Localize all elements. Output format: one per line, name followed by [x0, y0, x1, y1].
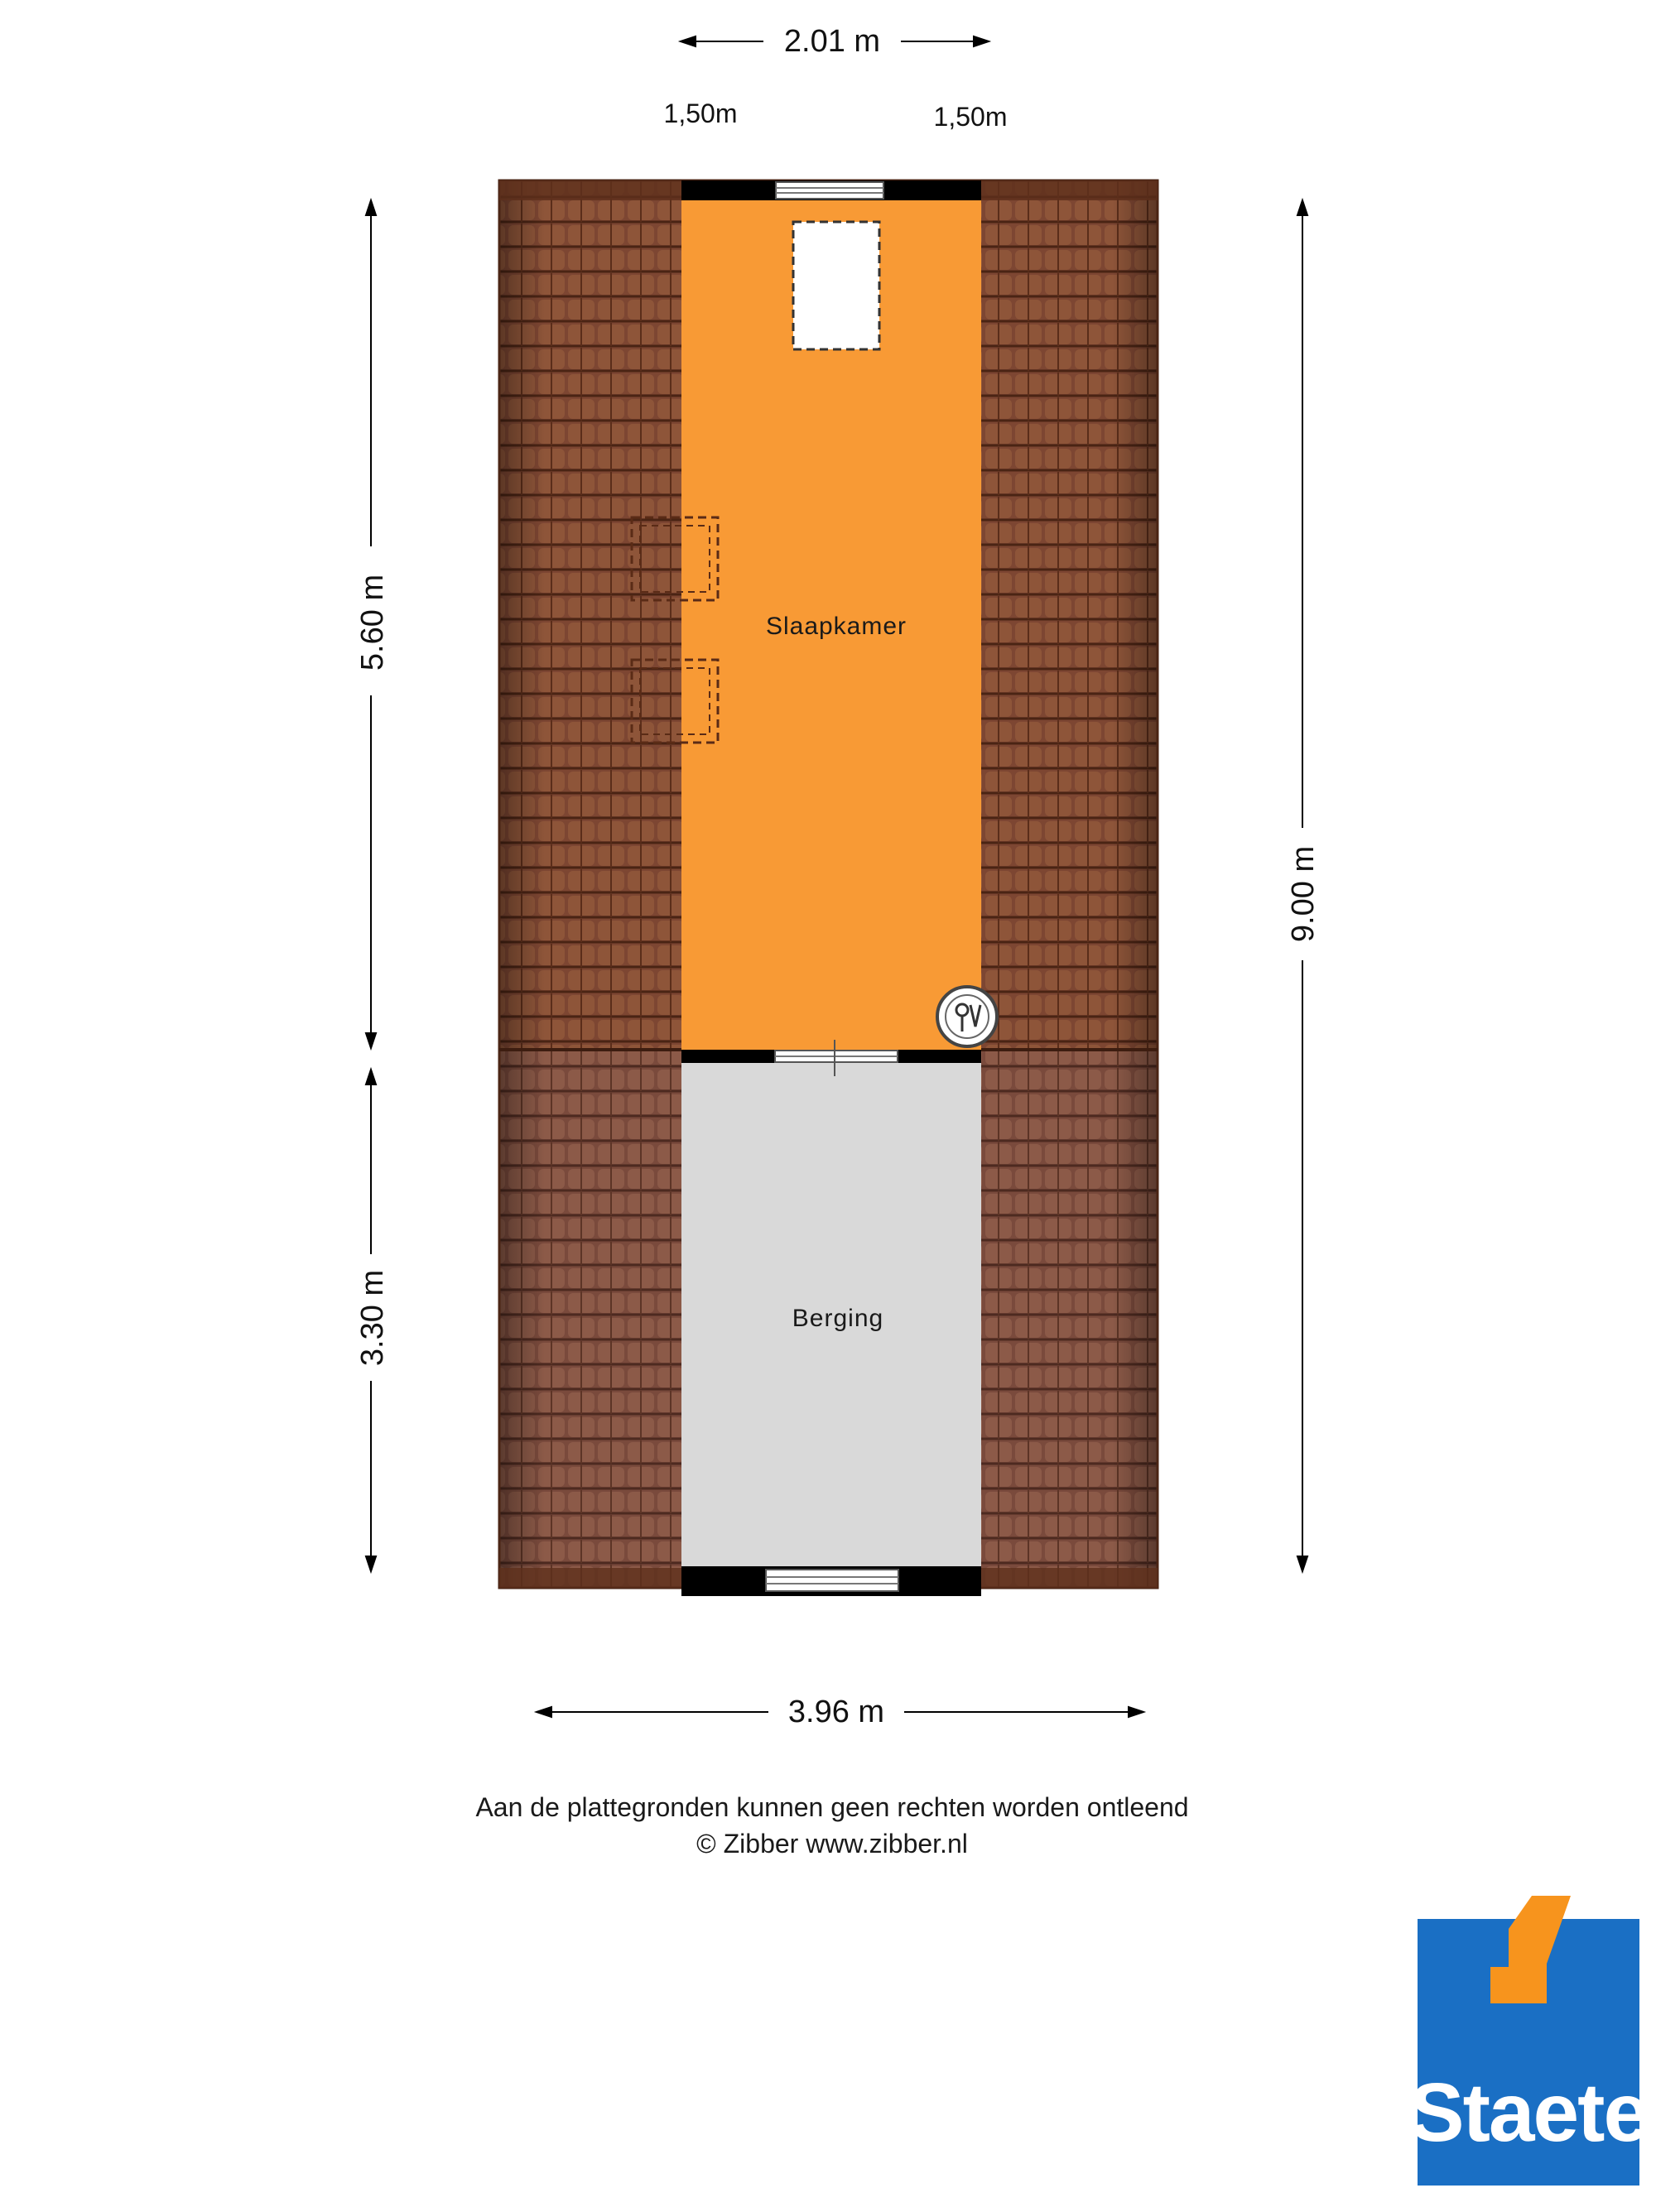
roof-height-right-label: 1,50m: [933, 102, 1008, 132]
boiler-icon: [937, 987, 997, 1046]
staete-logo: [1409, 1896, 1648, 2186]
roof-height-left-label: 1,50m: [663, 99, 738, 128]
skylight-top: [793, 222, 879, 349]
storage-room: [681, 1061, 981, 1568]
storage-label: Berging: [792, 1305, 884, 1332]
bedroom-room: [632, 200, 997, 1051]
dimension-left-upper-label: 5.60 m: [355, 574, 390, 671]
disclaimer-line-1: Aan de plattegronden kunnen geen rechten worden ontleend: [475, 1792, 1189, 1822]
dimension-right-label: 9.00 m: [1286, 845, 1321, 943]
dimension-left-lower-label: 3.30 m: [355, 1269, 390, 1367]
window-bottom: [766, 1570, 898, 1591]
dimension-top-label: 2.01 m: [783, 24, 881, 59]
bedroom-label: Slaapkamer: [765, 613, 907, 640]
window-top: [776, 182, 883, 199]
logo-text: Staete: [1408, 2066, 1649, 2159]
dimension-bottom-label: 3.96 m: [787, 1695, 885, 1729]
disclaimer-line-2: © Zibber www.zibber.nl: [696, 1829, 968, 1859]
